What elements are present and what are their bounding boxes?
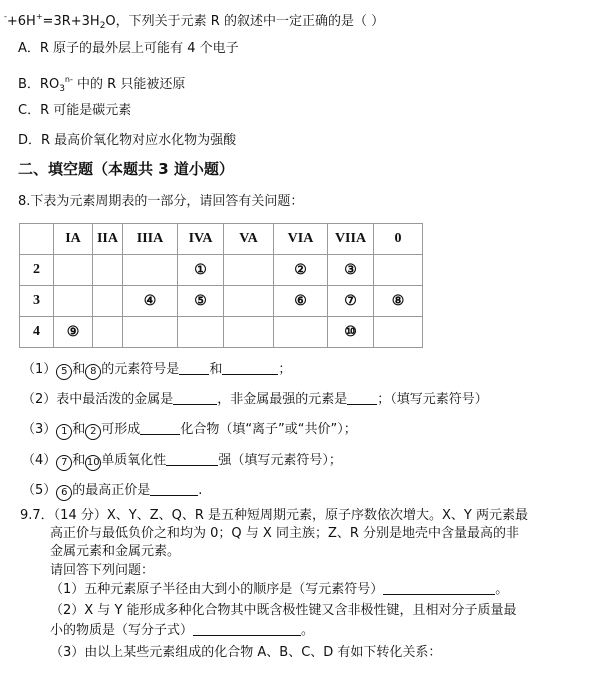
table-cell: IA: [54, 224, 93, 255]
table-cell: ②: [274, 255, 328, 286]
table-cell: ⑧: [374, 286, 423, 317]
table-cell: [224, 255, 274, 286]
table-cell: ⑩: [328, 317, 374, 348]
answer-blank[interactable]: [222, 362, 278, 375]
q7-option-b: B．$RO_3^{n-}$ 中的 R 只能被还原: [18, 75, 186, 94]
table-cell: ⑨: [54, 317, 93, 348]
table-cell: [20, 224, 54, 255]
table-cell: VIA: [274, 224, 328, 255]
table-cell: [274, 317, 328, 348]
q9-ask: 请回答下列问题：: [50, 563, 155, 578]
periodic-table: [19, 223, 423, 348]
table-header-row: [20, 224, 423, 255]
table-cell: ①: [178, 255, 224, 286]
table-cell: [93, 286, 123, 317]
q7-option-c: C．R 可能是碳元素: [18, 103, 132, 118]
table-cell: [54, 286, 93, 317]
table-cell: ⑥: [274, 286, 328, 317]
table-row: [20, 255, 423, 286]
answer-blank[interactable]: [173, 392, 217, 405]
table-row: [20, 317, 423, 348]
table-cell: [54, 255, 93, 286]
answer-blank[interactable]: [140, 422, 180, 435]
q8-part-4: （4） 7 和 10 单质氧化性 强（填写元素符号）；: [22, 453, 342, 471]
q7-option-d: D．R 最高价氧化物对应水化物为强酸: [18, 133, 237, 148]
answer-blank[interactable]: [150, 483, 198, 496]
table-cell: VA: [224, 224, 274, 255]
table-cell: 0: [374, 224, 423, 255]
answer-blank[interactable]: [347, 392, 377, 405]
answer-blank[interactable]: [383, 582, 495, 595]
q8-part-3: （3） 1 和 2 可形成 化合物（填“离子”或“共价”）；: [22, 422, 357, 440]
q8-part-1: （1） 5 和 8 的元素符号是 和 ；: [22, 362, 291, 380]
table-cell: [93, 317, 123, 348]
table-cell: [123, 255, 178, 286]
section-2-title: 二、填空题（本题共 3 道小题）: [18, 160, 234, 178]
table-cell: ⑦: [328, 286, 374, 317]
table-cell: [224, 317, 274, 348]
q9-part-3: （3）由以上某些元素组成的化合物 A、B、C、D 有如下转化关系：: [50, 645, 442, 660]
q9-part-1: （1）五种元素原子半径由大到小的顺序是（写元素符号） 。: [50, 582, 509, 597]
table-cell: ③: [328, 255, 374, 286]
q9-part-2-line-1: （2）X 与 Y 能形成多种化合物其中既含极性键又含非极性键，且相对分子质量最: [50, 603, 517, 618]
table-row: [20, 286, 423, 317]
q8-part-2: （2）表中最活泼的金属是 ，非金属最强的元素是 ；（填写元素符号）: [22, 392, 488, 407]
table-cell: IIA: [93, 224, 123, 255]
table-cell: [374, 317, 423, 348]
q9-stem-line-2: 高正价与最低负价之和均为 0；Q 与 X 同主族；Z、R 分别是地壳中含量最高的非: [50, 526, 520, 541]
table-cell: 2: [20, 255, 54, 286]
table-cell: IIIA: [123, 224, 178, 255]
table-cell: VIIA: [328, 224, 374, 255]
table-cell: [178, 317, 224, 348]
table-cell: [93, 255, 123, 286]
q7-option-a: A．R 原子的最外层上可能有 4 个电子: [18, 41, 239, 56]
answer-blank[interactable]: [193, 623, 301, 636]
q8-part-5: （5） 6 的最高正价是 .: [22, 483, 202, 501]
q7-stem: $^-+6H^+=3R+3H_2O$，下列关于元素 R 的叙述中一定正确的是（ ）: [4, 12, 385, 31]
q9-stem-line-3: 金属元素和金属元素。: [50, 544, 181, 559]
table-cell: IVA: [178, 224, 224, 255]
q8-stem: 8.下表为元素周期表的一部分，请回答有关问题：: [18, 194, 304, 209]
q9-stem-line-1: 9.7．（14 分）X、Y、Z、Q、R 是五种短周期元素，原子序数依次增大。X、Y 两元素最: [20, 508, 528, 523]
answer-blank[interactable]: [179, 362, 209, 375]
q9-part-2-line-2: 小的物质是（写分子式） 。: [50, 623, 315, 638]
table-cell: [374, 255, 423, 286]
table-cell: [123, 317, 178, 348]
table-cell: [224, 286, 274, 317]
table-cell: ④: [123, 286, 178, 317]
table-cell: ⑤: [178, 286, 224, 317]
answer-blank[interactable]: [166, 453, 218, 466]
table-cell: 4: [20, 317, 54, 348]
table-cell: 3: [20, 286, 54, 317]
